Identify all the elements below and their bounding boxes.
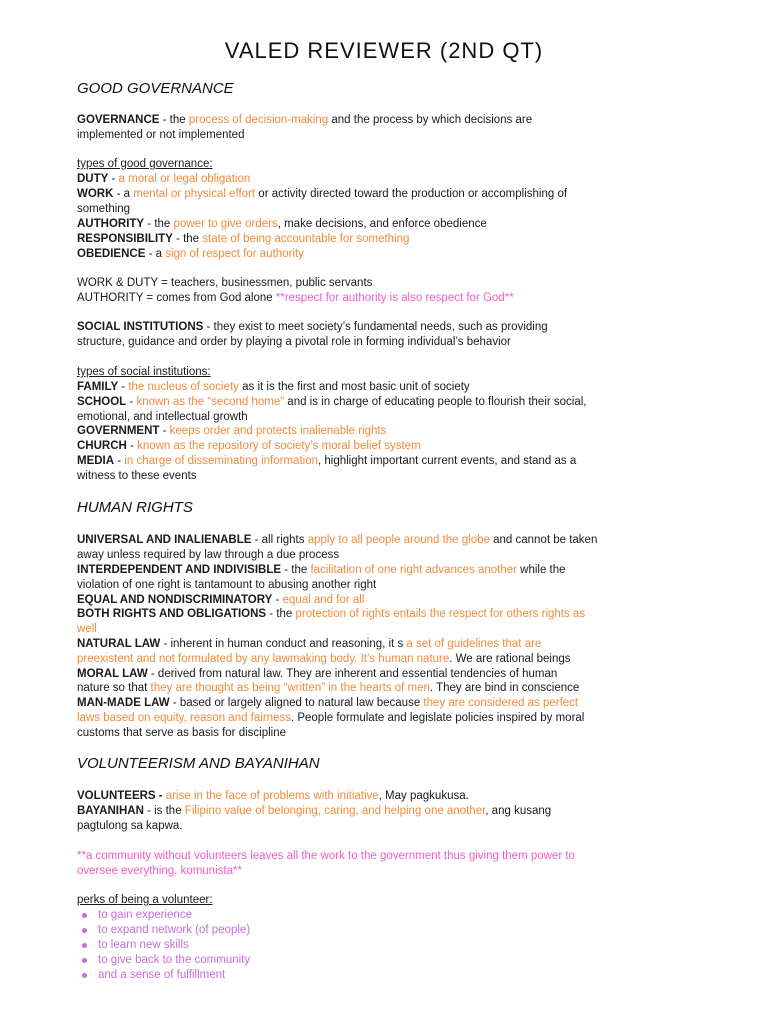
body-text: emotional, and intellectual growth: [77, 411, 248, 423]
term-label: INTERDEPENDENT AND INDIVISIBLE: [77, 564, 282, 576]
text-line: [77, 187, 697, 202]
body-text: , highlight important current events, and stand as a: [317, 455, 577, 467]
body-text: , ang kusang: [485, 805, 552, 817]
body-text: - the: [144, 218, 174, 230]
list-heading: perks of being a volunteer:: [77, 894, 213, 906]
text-line: [77, 454, 697, 469]
text-line: [77, 578, 697, 593]
term-label: EQUAL AND NONDISCRIMINATORY: [77, 594, 273, 606]
highlight-text: Filipino value of belonging, caring, and helping one another: [184, 805, 486, 817]
highlight-text: power to give orders: [173, 218, 278, 230]
term-label: MEDIA: [77, 455, 115, 467]
body-text: - a: [113, 188, 134, 200]
body-text: as it is the first and most basic unit of society: [238, 381, 470, 393]
text-line: [77, 711, 697, 726]
highlight-text: known as the “second home”: [136, 396, 285, 408]
body-text: -: [126, 396, 137, 408]
body-text: -: [159, 425, 170, 437]
highlight-text: sign of respect for authority: [165, 248, 304, 260]
body-text: customs that serve as basis for discipline: [77, 727, 287, 739]
text-line: [77, 804, 697, 819]
body-text: nature so that: [77, 682, 151, 694]
body-text: - is the: [143, 805, 185, 817]
body-text: AUTHORITY = comes from God alone: [77, 292, 276, 304]
text-line: [77, 667, 697, 682]
text-line: [77, 593, 697, 608]
highlight-text: known as the repository of society’s moral belief system: [137, 440, 421, 452]
body-text: - the: [266, 608, 296, 620]
body-text: -: [126, 440, 138, 452]
body-text: and cannot be taken: [489, 534, 598, 546]
body-text: -: [114, 455, 125, 467]
term-label: FAMILY: [77, 381, 119, 393]
body-text: - they exist to meet society’s fundamental needs, such as providing: [203, 321, 548, 333]
highlight-text: mental or physical effort: [133, 188, 256, 200]
body-text: -: [108, 173, 119, 185]
highlight-text: facilitation of one right advances another: [310, 564, 517, 576]
body-text: away unless required by law through a due process: [77, 549, 340, 561]
highlight-text: the nucleus of society: [128, 381, 239, 393]
body-text: - derived from natural law. They are inherent and essential tendencies of human: [147, 668, 558, 680]
volunteer-perks-list: [77, 908, 250, 983]
list-heading: types of social institutions:: [77, 366, 211, 378]
text-line: [77, 819, 697, 834]
text-line: [77, 320, 697, 335]
highlight-text: well: [77, 623, 97, 635]
term-label: SOCIAL INSTITUTIONS: [77, 321, 204, 333]
term-label: AUTHORITY: [77, 218, 145, 230]
text-line: [77, 607, 697, 622]
body-text: structure, guidance and order by playing a pivotal role in forming individual’s behavior: [77, 336, 511, 348]
text-line: [77, 652, 697, 667]
section-heading-human-rights: HUMAN RIGHTS: [77, 499, 193, 516]
term-label: OBEDIENCE: [77, 248, 146, 260]
text-line: [77, 637, 697, 652]
text-line: [77, 864, 697, 879]
body-text: and the process by which decisions are: [328, 114, 533, 126]
body-text: - a: [145, 248, 166, 260]
text-line: [77, 380, 697, 395]
section-heading-volunteerism: VOLUNTEERISM AND BAYANIHAN: [77, 755, 320, 772]
text-line: [77, 622, 697, 637]
text-line: [77, 172, 697, 187]
body-text: . We are rational beings: [449, 653, 571, 665]
text-line: [77, 232, 697, 247]
highlight-text: process of decision-making: [188, 114, 329, 126]
term-label: VOLUNTEERS -: [77, 790, 166, 802]
text-line: [77, 563, 697, 578]
body-text: - the: [159, 114, 189, 126]
text-line: [77, 217, 697, 232]
text-line: [77, 681, 697, 696]
text-line: [77, 291, 697, 306]
term-label: BOTH RIGHTS AND OBLIGATIONS: [77, 608, 267, 620]
body-text: -: [272, 594, 283, 606]
text-line: [77, 276, 697, 291]
text-line: [77, 335, 697, 350]
text-line: [77, 410, 697, 425]
highlight-text: equal and for all: [282, 594, 365, 606]
highlight-text: laws based on equity, reason and fairness: [77, 712, 291, 724]
body-text: . They are bind in conscience: [429, 682, 580, 694]
highlight-text: keeps order and protects inalienable rights: [169, 425, 387, 437]
text-line: [77, 365, 697, 380]
body-text: something: [77, 203, 131, 215]
text-line: [77, 157, 697, 172]
term-label: RESPONSIBILITY: [77, 233, 173, 245]
highlight-text: protection of rights entails the respect for others rights as: [295, 608, 586, 620]
highlight-text: apply to all people around the globe: [307, 534, 490, 546]
text-line: [77, 726, 697, 741]
highlight-text: preexistent and not formulated by any lawmaking body. It’s human nature: [77, 653, 450, 665]
list-heading: types of good governance:: [77, 158, 213, 170]
text-line: [77, 696, 697, 711]
body-text: violation of one right is tantamount to abusing another right: [77, 579, 377, 591]
term-label: CHURCH: [77, 440, 127, 452]
text-line: [77, 439, 697, 454]
text-line: [77, 202, 697, 217]
term-label: NATURAL LAW: [77, 638, 161, 650]
term-label: GOVERNMENT: [77, 425, 160, 437]
body-text: - the: [172, 233, 203, 245]
note-text: **respect for authority is also respect for God**: [275, 292, 514, 304]
note-text: oversee everything, komunista**: [77, 865, 242, 877]
body-text: or activity directed toward the production or accomplishing of: [255, 188, 568, 200]
body-text: , make decisions, and enforce obedience: [277, 218, 487, 230]
term-label: BAYANIHAN: [77, 805, 144, 817]
list-item: to give back to the community: [77, 953, 250, 968]
highlight-text: a set of guidelines that are: [406, 638, 542, 650]
term-label: UNIVERSAL AND INALIENABLE: [77, 534, 252, 546]
text-line: [77, 548, 697, 563]
body-text: implemented or not implemented: [77, 129, 245, 141]
list-item: to gain experience: [77, 908, 250, 923]
list-item: to learn new skills: [77, 938, 250, 953]
list-item: to expand network (of people): [77, 923, 250, 938]
text-line: [77, 395, 697, 410]
body-text: WORK & DUTY = teachers, businessmen, public servants: [77, 277, 373, 289]
body-text: . People formulate and legislate policies inspired by moral: [290, 712, 585, 724]
highlight-text: in charge of disseminating information: [124, 455, 318, 467]
term-label: MORAL LAW: [77, 668, 148, 680]
body-text: - inherent in human conduct and reasoning, it s: [160, 638, 407, 650]
body-text: - the: [281, 564, 311, 576]
text-line: [77, 893, 697, 908]
highlight-text: a moral or legal obligation: [118, 173, 251, 185]
body-text: while the: [516, 564, 566, 576]
body-text: -: [118, 381, 129, 393]
text-line: [77, 128, 697, 143]
term-label: SCHOOL: [77, 396, 127, 408]
document-title: VALED REVIEWER (2ND QT): [224, 38, 544, 63]
text-line: [77, 789, 697, 804]
term-label: DUTY: [77, 173, 109, 185]
text-line: [77, 469, 697, 484]
text-line: [77, 113, 697, 128]
section-heading-good-governance: GOOD GOVERNANCE: [77, 80, 234, 97]
list-item: and a sense of fulfillment: [77, 968, 250, 983]
term-label: MAN-MADE LAW: [77, 697, 170, 709]
text-line: [77, 533, 697, 548]
body-text: - based or largely aligned to natural law because: [169, 697, 424, 709]
term-label: GOVERNANCE: [77, 114, 160, 126]
highlight-text: state of being accountable for something: [202, 233, 410, 245]
body-text: - all rights: [251, 534, 308, 546]
note-text: **a community without volunteers leaves all the work to the government thus giving them power to: [77, 850, 575, 862]
body-text: pagtulong sa kapwa.: [77, 820, 183, 832]
body-text: , May pagkukusa.: [378, 790, 469, 802]
highlight-text: they are considered as perfect: [423, 697, 579, 709]
body-text: and is in charge of educating people to flourish their social,: [284, 396, 587, 408]
highlight-text: arise in the face of problems with initiative: [165, 790, 379, 802]
term-label: WORK: [77, 188, 114, 200]
text-line: [77, 849, 697, 864]
body-text: witness to these events: [77, 470, 197, 482]
text-line: [77, 247, 697, 262]
text-line: [77, 424, 697, 439]
highlight-text: they are thought as being “written” in the hearts of men: [150, 682, 430, 694]
